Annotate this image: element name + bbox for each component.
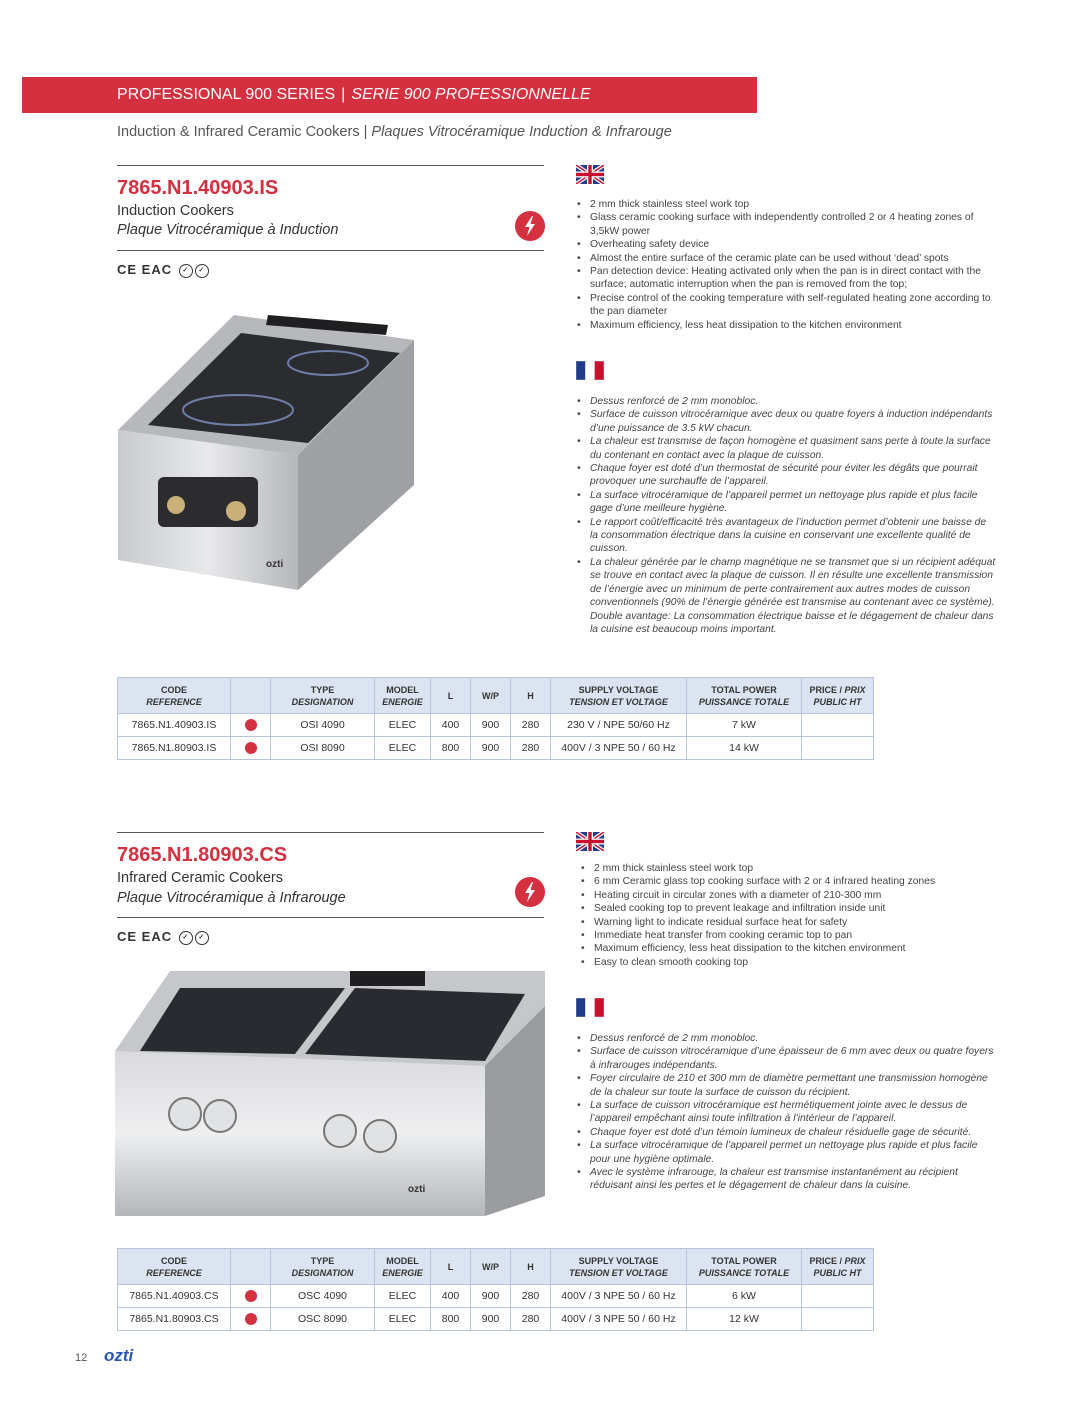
table-row [118,1308,874,1331]
cell-h: 280 [511,714,551,737]
feature-item: • Pan detection device: Heating activated only when the pan is in direct contact with the surface; automatic interruption when the pan is removed from the top; [576,265,996,292]
product-name-fr: Plaque Vitrocéramique à Induction [117,222,339,238]
spec-table [117,1248,874,1331]
cell-code: 7865.N1.40903.CS [118,1285,231,1308]
cell-icon [231,737,271,760]
cell-l: 400 [431,1285,471,1308]
cell-l: 800 [431,1308,471,1331]
quality-cert-icon: ✓ [195,264,209,278]
page-subtitle [117,124,672,140]
induction-cooker-image [118,305,418,595]
cell-price [802,1285,874,1308]
feature-item: • Heating circuit in circular zones with a diameter of 210-300 mm [580,889,1000,902]
col-model: MODEL ENERGIE [375,1249,431,1285]
feature-item: • Easy to clean smooth cooking top [580,956,1000,969]
brand-mark: ozti [408,1184,426,1195]
cell-power: 12 kW [687,1308,802,1331]
feature-item: • Sealed cooking top to prevent leakage and infiltration inside unit [580,902,1000,915]
feature-item: • Warning light to indicate residual surface heat for safety [580,916,1000,929]
cell-power: 7 kW [687,714,802,737]
feature-item: • Dessus renforcé de 2 mm monobloc. [576,395,996,408]
cell-w: 900 [471,1285,511,1308]
table-header-row [118,678,874,714]
col-voltage: SUPPLY VOLTAGE TENSION ET VOLTAGE [551,1249,687,1285]
divider [117,917,544,918]
table-row [118,714,874,737]
series-separator: | [341,86,346,103]
col-code: CODE REFERENCE [118,1249,231,1285]
feature-item: • Maximum efficiency, less heat dissipation to the kitchen environment [576,319,996,332]
cell-w: 900 [471,1308,511,1331]
cell-type: OSC 4090 [271,1285,375,1308]
col-type: TYPE DESIGNATION [271,1249,375,1285]
product-code: 7865.N1.40903.IS [117,177,279,199]
feature-item: • Glass ceramic cooking surface with independently controlled 2 or 4 heating zones of 3,5kW power [576,211,996,238]
cell-price [802,1308,874,1331]
cell-type: OSI 4090 [271,714,375,737]
ozti-logo: ozti [104,1346,134,1365]
cell-h: 280 [511,1285,551,1308]
cell-w: 900 [471,714,511,737]
col-w: W/P [471,678,511,714]
cell-model: ELEC [375,714,431,737]
col-voltage: SUPPLY VOLTAGE TENSION ET VOLTAGE [551,678,687,714]
feature-item: • Chaque foyer est doté d’un thermostat de sécurité pour éviter les dégâts que pourrait provoquer une surchauffe de l’appareil. [576,462,996,489]
cell-code: 7865.N1.80903.CS [118,1308,231,1331]
feature-item: • La chaleur générée par le champ magnétique ne se transmet que si un récipient adéquat se trouve en contact avec la plaque de cuisson. Il en résulte une excellente transmission de l’énergie avec un minimum de perte contrairement aux autres modes de cuisson conventionnels (90% de l’énergie générée est transmise au contenant avec ce système). Double avantage: La consommation électrique baisse et le dégagement de chaleur dans la cuisine est beaucoup moins important. [576,556,996,636]
infrared-cooker-image [115,966,545,1218]
cell-model: ELEC [375,737,431,760]
feature-item: • 6 mm Ceramic glass top cooking surface with 2 or 4 infrared heating zones [580,875,1000,888]
features-en-list [580,862,1000,969]
features-fr-list [576,1032,996,1193]
features-en-list [576,198,996,332]
cell-type: OSI 8090 [271,737,375,760]
cell-code: 7865.N1.40903.IS [118,714,231,737]
cell-voltage: 400V / 3 NPE 50 / 60 Hz [551,737,687,760]
table-row [118,737,874,760]
feature-item: • Overheating safety device [576,238,996,251]
series-fr: SERIE 900 PROFESSIONNELLE [351,86,591,103]
col-l: L [431,678,471,714]
feature-item: • 2 mm thick stainless steel work top [580,862,1000,875]
series-en: PROFESSIONAL 900 SERIES [117,86,336,103]
series-banner [22,77,757,113]
feature-item: • Surface de cuisson vitrocéramique d’une épaisseur de 6 mm avec deux ou quatre foyers à infrarouges indépendants. [576,1045,996,1072]
col-price: PRICE / PRIX PUBLIC HT [802,1249,874,1285]
electric-icon [245,742,257,754]
certification-marks [117,262,209,278]
col-power: TOTAL POWER PUISSANCE TOTALE [687,678,802,714]
uk-flag-icon [576,832,604,851]
cell-h: 280 [511,737,551,760]
electric-icon [515,211,545,241]
cell-model: ELEC [375,1285,431,1308]
divider [117,832,544,833]
col-w: W/P [471,1249,511,1285]
feature-item: • Chaque foyer est doté d’un témoin lumineux de chaleur résiduelle gage de sécurité. [576,1126,996,1139]
france-flag-icon [576,361,604,380]
features-fr-list [576,395,996,636]
product-name-fr: Plaque Vitrocéramique à Infrarouge [117,890,346,906]
ce-eac-mark: CE EAC [117,262,173,277]
feature-item: • Maximum efficiency, less heat dissipation to the kitchen environment [580,942,1000,955]
cell-voltage: 400V / 3 NPE 50 / 60 Hz [551,1308,687,1331]
cell-power: 6 kW [687,1285,802,1308]
safety-cert-icon: ✓ [179,931,193,945]
feature-item: • La surface vitrocéramique de l’appareil permet un nettoyage plus rapide et plus facile gage d’une meilleure hygiène. [576,489,996,516]
cell-code: 7865.N1.80903.IS [118,737,231,760]
product-name-en: Infrared Ceramic Cookers [117,870,283,886]
col-power: TOTAL POWER PUISSANCE TOTALE [687,1249,802,1285]
cell-h: 280 [511,1308,551,1331]
divider [117,250,544,251]
product-name-en: Induction Cookers [117,203,234,219]
cell-model: ELEC [375,1308,431,1331]
page-number: 12 [75,1352,88,1364]
col-icon [231,1249,271,1285]
electric-icon [245,719,257,731]
cell-l: 800 [431,737,471,760]
cell-price [802,714,874,737]
brand-mark: ozti [266,559,284,570]
cell-voltage: 230 V / NPE 50/60 Hz [551,714,687,737]
table-row [118,1285,874,1308]
subtitle-en: Induction & Infrared Ceramic Cookers [117,124,360,140]
electric-icon [245,1290,257,1302]
cell-w: 900 [471,737,511,760]
feature-item: • La chaleur est transmise de façon homogène et quasiment sans perte à toute la surface du contenant en contact avec la plaque de cuisson. [576,435,996,462]
electric-icon [515,877,545,907]
col-type: TYPE DESIGNATION [271,678,375,714]
feature-item: • Immediate heat transfer from cooking ceramic top to pan [580,929,1000,942]
cell-icon [231,1308,271,1331]
feature-item: • Foyer circulaire de 210 et 300 mm de diamètre permettant une transmission homogène de la chaleur sur toute la surface de cuisson du récipient. [576,1072,996,1099]
feature-item: • Surface de cuisson vitrocéramique avec deux ou quatre foyers à induction indépendants d’une puissance de 3.5 kW chacun. [576,408,996,435]
certification-marks [117,929,209,945]
col-price: PRICE / PRIX PUBLIC HT [802,678,874,714]
col-l: L [431,1249,471,1285]
product-code: 7865.N1.80903.CS [117,844,288,866]
ce-eac-mark: CE EAC [117,929,173,944]
uk-flag-icon [576,165,604,184]
feature-item: • Precise control of the cooking temperature with self-regulated heating zone according to the pan diameter [576,292,996,319]
feature-item: • Almost the entire surface of the ceramic plate can be used without ‘dead’ spots [576,252,996,265]
cell-icon [231,1285,271,1308]
feature-item: • 2 mm thick stainless steel work top [576,198,996,211]
cell-l: 400 [431,714,471,737]
cell-icon [231,714,271,737]
feature-item: • La surface vitrocéramique de l’appareil permet un nettoyage plus rapide et plus facile pour une hygiène optimale. [576,1139,996,1166]
cell-voltage: 400V / 3 NPE 50 / 60 Hz [551,1285,687,1308]
electric-icon [245,1313,257,1325]
feature-item: • La surface de cuisson vitrocéramique est hermétiquement jointe avec le dessus de l’appareil empêchant ainsi toute infiltration à l’intérieur de l’appareil. [576,1099,996,1126]
divider [117,165,544,166]
cell-power: 14 kW [687,737,802,760]
col-code: CODE REFERENCE [118,678,231,714]
feature-item: • Dessus renforcé de 2 mm monobloc. [576,1032,996,1045]
feature-item: • Le rapport coût/efficacité très avantageux de l’induction permet d’obtenir une baisse de la consommation électrique dans la cuisine en conservant une excellente qualité de cuisson. [576,516,996,556]
table-header-row [118,1249,874,1285]
feature-item: • Avec le système infrarouge, la chaleur est transmise instantanément au récipient réduisant ainsi les pertes et le dégagement de chaleur dans la cuisine. [576,1166,996,1193]
col-icon [231,678,271,714]
col-h: H [511,678,551,714]
quality-cert-icon: ✓ [195,931,209,945]
subtitle-separator: | [363,124,368,140]
col-h: H [511,1249,551,1285]
cell-price [802,737,874,760]
subtitle-fr: Plaques Vitrocéramique Induction & Infrarouge [371,124,672,140]
spec-table [117,677,874,760]
france-flag-icon [576,998,604,1017]
cell-type: OSC 8090 [271,1308,375,1331]
col-model: MODEL ENERGIE [375,678,431,714]
safety-cert-icon: ✓ [179,264,193,278]
